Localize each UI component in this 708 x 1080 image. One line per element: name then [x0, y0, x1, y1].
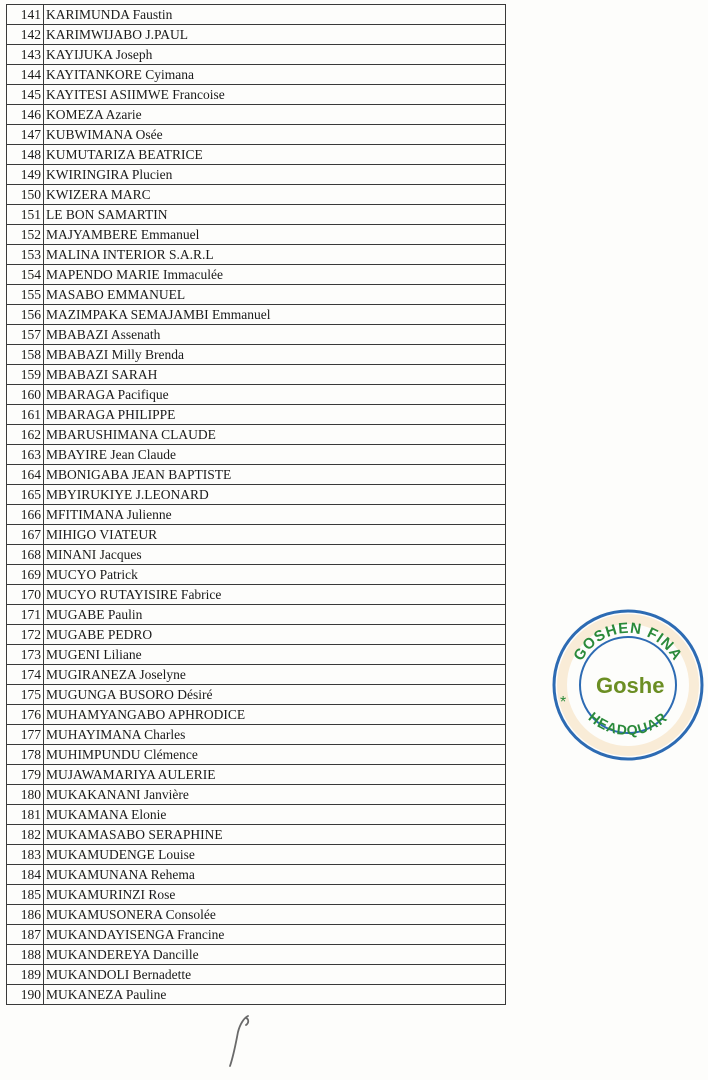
row-number: 141: [7, 5, 44, 25]
row-number: 171: [7, 605, 44, 625]
company-stamp: [548, 605, 708, 765]
row-name: KAYIJUKA Joseph: [44, 45, 506, 65]
row-name: MBYIRUKIYE J.LEONARD: [44, 485, 506, 505]
row-number: 168: [7, 545, 44, 565]
row-number: 163: [7, 445, 44, 465]
row-number: 181: [7, 805, 44, 825]
table-row: [7, 65, 506, 85]
svg-text:GOSHEN FINA: [570, 620, 686, 664]
row-name: MUKANEZA Pauline: [44, 985, 506, 1005]
row-name: MUGABE Paulin: [44, 605, 506, 625]
row-name: MBONIGABA JEAN BAPTISTE: [44, 465, 506, 485]
row-name: MIHIGO VIATEUR: [44, 525, 506, 545]
table-row: [7, 745, 506, 765]
table-row: [7, 325, 506, 345]
table-row: [7, 165, 506, 185]
row-number: 161: [7, 405, 44, 425]
table-row: [7, 265, 506, 285]
row-number: 151: [7, 205, 44, 225]
row-name: MUGENI Liliane: [44, 645, 506, 665]
table-row: [7, 345, 506, 365]
row-number: 155: [7, 285, 44, 305]
row-name: KAYITANKORE Cyimana: [44, 65, 506, 85]
row-number: 153: [7, 245, 44, 265]
row-number: 185: [7, 885, 44, 905]
table-row: [7, 705, 506, 725]
row-number: 147: [7, 125, 44, 145]
row-name: MBAYIRE Jean Claude: [44, 445, 506, 465]
row-name: MALINA INTERIOR S.A.R.L: [44, 245, 506, 265]
row-name: MAPENDO MARIE Immaculée: [44, 265, 506, 285]
row-name: MUKANDAYISENGA Francine: [44, 925, 506, 945]
table-row: [7, 105, 506, 125]
row-name: MUJAWAMARIYA AULERIE: [44, 765, 506, 785]
table-row: [7, 225, 506, 245]
table-row: [7, 825, 506, 845]
row-name: KUBWIMANA Osée: [44, 125, 506, 145]
row-name: MUGIRANEZA Joselyne: [44, 665, 506, 685]
row-number: 162: [7, 425, 44, 445]
row-name: KOMEZA Azarie: [44, 105, 506, 125]
row-number: 157: [7, 325, 44, 345]
row-name: MUKANDEREYA Dancille: [44, 945, 506, 965]
row-number: 148: [7, 145, 44, 165]
row-number: 182: [7, 825, 44, 845]
row-name: KARIMUNDA Faustin: [44, 5, 506, 25]
row-number: 164: [7, 465, 44, 485]
table-row: [7, 945, 506, 965]
table-row: [7, 425, 506, 445]
row-number: 142: [7, 25, 44, 45]
row-number: 186: [7, 905, 44, 925]
row-number: 146: [7, 105, 44, 125]
table-row: [7, 405, 506, 425]
row-number: 177: [7, 725, 44, 745]
row-number: 178: [7, 745, 44, 765]
svg-text:HEADQUAR: [586, 709, 671, 739]
stamp-center-text: Goshe: [596, 673, 665, 698]
row-name: MUKAMUNANA Rehema: [44, 865, 506, 885]
row-number: 180: [7, 785, 44, 805]
row-name: MUKAMANA Elonie: [44, 805, 506, 825]
row-number: 145: [7, 85, 44, 105]
table-row: [7, 365, 506, 385]
stamp-bottom-text: HEADQUAR: [585, 708, 671, 739]
stamp-star: *: [560, 694, 567, 711]
table-row: [7, 645, 506, 665]
row-name: LE BON SAMARTIN: [44, 205, 506, 225]
table-row: [7, 485, 506, 505]
row-name: MBABAZI Milly Brenda: [44, 345, 506, 365]
row-name: MUHIMPUNDU Clémence: [44, 745, 506, 765]
row-name: MBARAGA PHILIPPE: [44, 405, 506, 425]
table-row: [7, 805, 506, 825]
row-name: KWIZERA MARC: [44, 185, 506, 205]
row-name: MAJYAMBERE Emmanuel: [44, 225, 506, 245]
row-name: MAZIMPAKA SEMAJAMBI Emmanuel: [44, 305, 506, 325]
row-name: MINANI Jacques: [44, 545, 506, 565]
table-row: [7, 245, 506, 265]
row-name: MUHAYIMANA Charles: [44, 725, 506, 745]
table-row: [7, 205, 506, 225]
row-number: 144: [7, 65, 44, 85]
table-row: [7, 505, 506, 525]
table-row: [7, 965, 506, 985]
table-row: [7, 985, 506, 1005]
row-name: MUGABE PEDRO: [44, 625, 506, 645]
row-name: MUKAMUDENGE Louise: [44, 845, 506, 865]
table-row: [7, 665, 506, 685]
row-number: 159: [7, 365, 44, 385]
table-row: [7, 545, 506, 565]
signature-mark: [222, 1012, 262, 1070]
row-name: MASABO EMMANUEL: [44, 285, 506, 305]
row-number: 184: [7, 865, 44, 885]
table-row: [7, 45, 506, 65]
table-row: [7, 925, 506, 945]
table-row: [7, 125, 506, 145]
table-row: [7, 845, 506, 865]
row-number: 189: [7, 965, 44, 985]
row-number: 170: [7, 585, 44, 605]
row-number: 167: [7, 525, 44, 545]
row-number: 165: [7, 485, 44, 505]
row-number: 152: [7, 225, 44, 245]
row-number: 187: [7, 925, 44, 945]
row-name: MBARAGA Pacifique: [44, 385, 506, 405]
table-row: [7, 145, 506, 165]
row-name: MUCYO RUTAYISIRE Fabrice: [44, 585, 506, 605]
table-row: [7, 465, 506, 485]
row-number: 179: [7, 765, 44, 785]
table-row: [7, 865, 506, 885]
table-row: [7, 785, 506, 805]
row-number: 158: [7, 345, 44, 365]
table-row: [7, 605, 506, 625]
row-name: MUGUNGA BUSORO Désiré: [44, 685, 506, 705]
table-row: [7, 565, 506, 585]
table-row: [7, 725, 506, 745]
table-row: [7, 385, 506, 405]
table-row: [7, 625, 506, 645]
row-number: 174: [7, 665, 44, 685]
row-name: MUKAMUSONERA Consolée: [44, 905, 506, 925]
row-number: 166: [7, 505, 44, 525]
row-number: 149: [7, 165, 44, 185]
row-name: KARIMWIJABO J.PAUL: [44, 25, 506, 45]
stamp-top-text: GOSHEN FINA: [570, 619, 686, 664]
row-name: MBARUSHIMANA CLAUDE: [44, 425, 506, 445]
row-name: MUKAKANANI Janvière: [44, 785, 506, 805]
row-number: 156: [7, 305, 44, 325]
table-row: [7, 85, 506, 105]
row-name: MUHAMYANGABO APHRODICE: [44, 705, 506, 725]
table-row: [7, 305, 506, 325]
row-number: 183: [7, 845, 44, 865]
table-row: [7, 285, 506, 305]
row-number: 160: [7, 385, 44, 405]
row-name: MBABAZI Assenath: [44, 325, 506, 345]
row-name: MUCYO Patrick: [44, 565, 506, 585]
row-name: MUKAMASABO SERAPHINE: [44, 825, 506, 845]
row-name: KWIRINGIRA Plucien: [44, 165, 506, 185]
row-number: 169: [7, 565, 44, 585]
table-row: [7, 5, 506, 25]
row-number: 154: [7, 265, 44, 285]
table-row: [7, 445, 506, 465]
row-number: 150: [7, 185, 44, 205]
row-name: MUKAMURINZI Rose: [44, 885, 506, 905]
table-row: [7, 685, 506, 705]
names-table-body: [7, 5, 506, 1005]
row-number: 173: [7, 645, 44, 665]
table-row: [7, 185, 506, 205]
table-row: [7, 765, 506, 785]
row-name: MBABAZI SARAH: [44, 365, 506, 385]
row-number: 175: [7, 685, 44, 705]
row-number: 188: [7, 945, 44, 965]
names-table: [6, 4, 506, 1005]
table-row: [7, 885, 506, 905]
table-row: [7, 585, 506, 605]
row-name: KAYITESI ASIIMWE Francoise: [44, 85, 506, 105]
row-name: MFITIMANA Julienne: [44, 505, 506, 525]
row-number: 176: [7, 705, 44, 725]
row-number: 143: [7, 45, 44, 65]
table-row: [7, 905, 506, 925]
table-row: [7, 25, 506, 45]
row-name: KUMUTARIZA BEATRICE: [44, 145, 506, 165]
row-number: 172: [7, 625, 44, 645]
table-row: [7, 525, 506, 545]
row-name: MUKANDOLI Bernadette: [44, 965, 506, 985]
row-number: 190: [7, 985, 44, 1005]
